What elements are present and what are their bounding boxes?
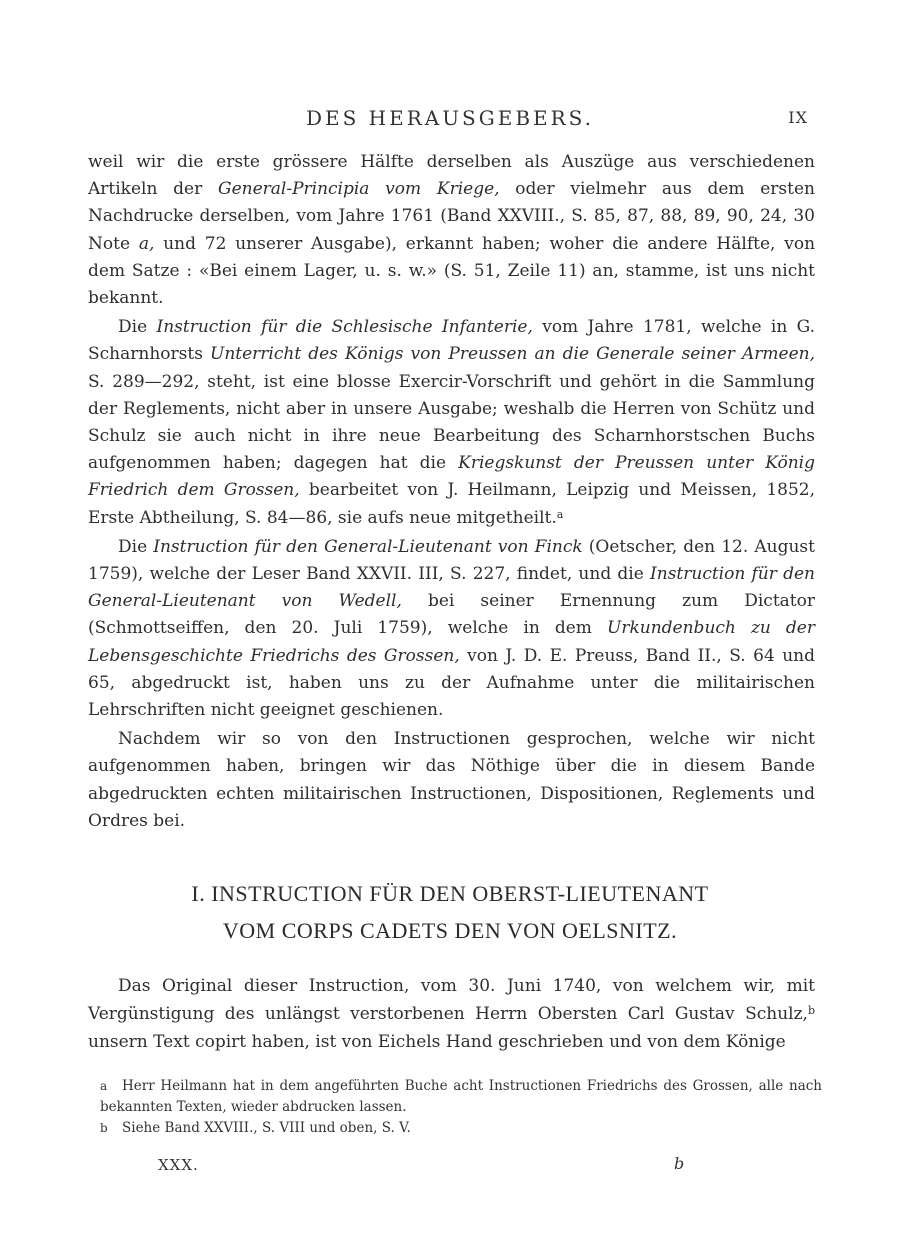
footnote-ref-a: a	[556, 507, 564, 521]
paragraph-text: bei seiner Ernennung zum Dictator (Schmottseiffen, den 20. Juli 1759), welche in dem	[88, 591, 815, 639]
cited-title: Instruction für die Schlesische Infanterie,	[156, 317, 533, 338]
section-paragraph-text-a: Das Original dieser Instruction, vom 30. Juni 1740, von welchem wir, mit Vergünstigung des unlängst verstorbenen Herrn Obersten Carl Gustav Schulz,	[88, 976, 815, 1024]
paragraph-text: oder vielmehr aus dem ersten Nachdrucke derselben, vom Jahre 1761 (Band XXVIII., S. 85, 87, 88, 89, 90, 24, 30 Note	[88, 179, 815, 254]
paragraph	[88, 534, 815, 724]
footnote-mark: b	[100, 1121, 108, 1135]
page-number: IX	[788, 108, 808, 127]
cited-title: Instruction für den General-Lieutenant von Wedell,	[88, 564, 815, 612]
paragraph-text: bearbeitet von J. Heilmann, Leipzig und Meissen, 1852, Erste Abtheilung, S. 84—86, sie aufs neue mitgetheilt.	[88, 480, 815, 528]
section-body-text	[88, 972, 815, 1056]
footnote-b	[100, 1118, 822, 1139]
paragraph-text: Die	[118, 317, 157, 338]
cited-title: Kriegskunst der Preussen unter König Friedrich dem Grossen,	[88, 453, 815, 501]
footnote-text: Herr Heilmann hat in dem angeführten Buche acht Instructionen Friedrichs des Grossen, alle nach bekannten Texten, wieder abdrucken lassen.	[100, 1078, 822, 1115]
paragraph-text: von J. D. E. Preuss, Band II., S. 64 und 65, abgedruckt ist, haben uns zu der Aufnahme unter die militairischen Lehrschriften nicht geeignet geschienen.	[88, 645, 815, 721]
footnotes	[100, 1076, 822, 1139]
cited-title: General-Principia vom Kriege,	[217, 179, 500, 200]
section-heading-line-2: VOM CORPS CADETS DEN VON OELSNITZ.	[222, 918, 678, 943]
paragraph	[88, 314, 815, 532]
footnote-a	[100, 1076, 822, 1118]
footnote-mark: a	[100, 1079, 108, 1093]
section-heading-line-1: I. INSTRUCTION FÜR DEN OBERST-LIEUTENANT	[191, 881, 709, 906]
footnote-ref-b: b	[807, 1004, 815, 1017]
cited-title: a,	[138, 233, 155, 254]
body-text	[88, 149, 815, 835]
paragraph-text: Die	[118, 536, 154, 557]
cited-title: Unterricht des Königs von Preussen an die Generale seiner Armeen,	[210, 344, 815, 365]
running-head	[0, 106, 900, 136]
running-title: DES HERAUSGEBERS.	[305, 106, 595, 130]
section-paragraph	[88, 972, 815, 1056]
paragraph-text: vom Jahre 1781, welche in G. Scharnhorsts	[88, 317, 816, 365]
cited-title: Urkundenbuch zu der Lebensgeschichte Friedrichs des Grossen,	[88, 618, 815, 666]
paragraph-text: weil wir die erste grössere Hälfte derselben als Auszüge aus verschiedenen Artikeln der	[88, 152, 815, 200]
cited-title: Instruction für den General-Lieutenant von Finck	[153, 536, 583, 557]
paragraph	[88, 726, 815, 835]
signature-volume: XXX.	[158, 1156, 199, 1174]
signature-letter: b	[674, 1154, 685, 1173]
paragraph-text: (Oetscher, den 12. August 1759), welche der Leser Band XXVII. III, S. 227, findet, und die	[88, 536, 815, 585]
footnote-text: Siehe Band XXVIII., S. VIII und oben, S. V.	[122, 1120, 411, 1136]
paragraph-text: S. 289—292, steht, ist eine blosse Exercir-Vorschrift und gehört in die Sammlung der Reglements, nicht aber in unsere Ausgabe; weshalb die Herren von Schütz und Schulz sie auch nicht in ihre neue Bearbeitung des Scharnhorstschen Buchs aufgenommen haben; dagegen hat die	[88, 371, 815, 474]
paragraph	[88, 149, 815, 312]
section-paragraph-text-b: unsern Text copirt haben, ist von Eichels Hand geschrieben und von dem Könige	[88, 1032, 786, 1052]
paragraph-text: Nachdem wir so von den Instructionen gesprochen, welche wir nicht aufgenommen haben, bringen wir das Nöthige über die in diesem Bande abgedruckten echten militairischen Instructionen, Dispositionen, Reglements und Ordres bei.	[88, 729, 815, 831]
paragraph-text: und 72 unserer Ausgabe), erkannt haben; woher die andere Hälfte, von dem Satze : «Bei einem Lager, u. s. w.» (S. 51, Zeile 11) an, stamme, ist uns nicht bekannt.	[88, 233, 816, 309]
section-heading	[0, 875, 900, 949]
